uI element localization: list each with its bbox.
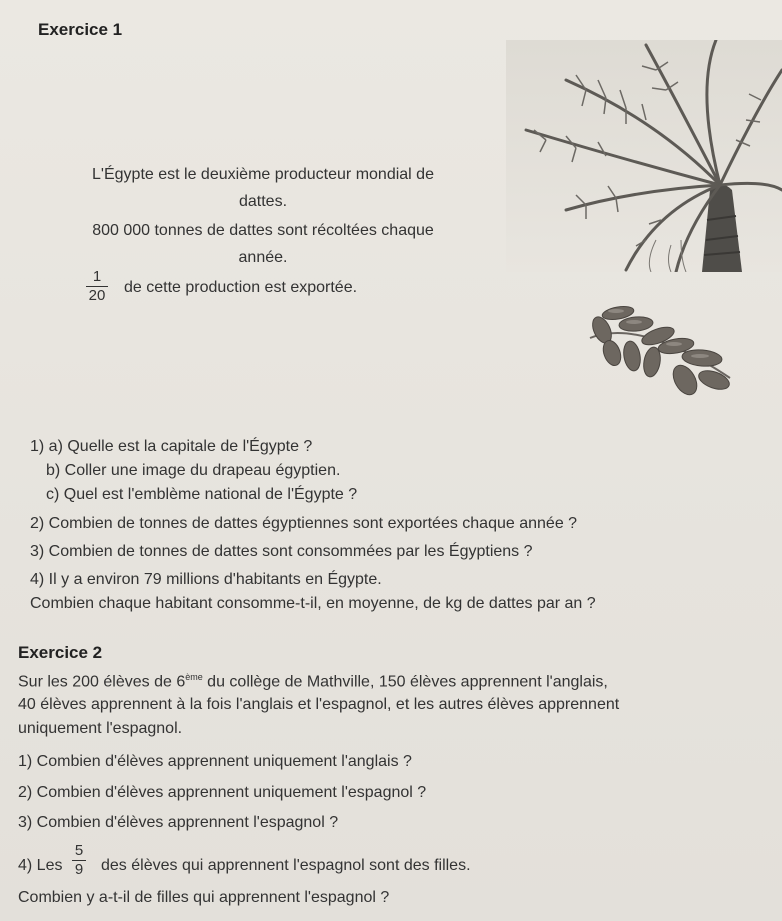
ex2-intro-line-2: 40 élèves apprennent à la fois l'anglais et l'espagnol, et les autres élèves apprennent [18,696,620,713]
ex2-question-1: 1) Combien d'élèves apprennent uniquement l'anglais ? [18,753,412,770]
ex1-question-1a: 1) a) Quelle est la capitale de l'Égypte ? [30,438,313,455]
ex2-intro-part-b: du collège de Mathville, 150 élèves apprennent l'anglais, [202,673,608,691]
ex2-question-4-text: des élèves qui apprennent l'espagnol sont des filles. [101,857,471,874]
ex2-intro-part-a: Sur les 200 élèves de 6 [18,673,186,691]
ex1-question-1c: c) Quel est l'emblème national de l'Égypte ? [46,486,358,503]
intro-line-2: dattes. [238,193,288,210]
ex2-question-2: 2) Combien d'élèves apprennent uniquement l'espagnol ? [18,784,427,801]
fraction-five-ninths [72,842,86,879]
exercise-2-title: Exercice 2 [18,643,103,662]
ex2-intro-line-3: uniquement l'espagnol. [18,720,183,737]
ex2-question-4-followup: Combien y a-t-il de filles qui apprennent l'espagnol ? [18,889,390,906]
fraction-one-twentieth [86,268,108,305]
ex1-question-4: 4) Il y a environ 79 millions d'habitants en Égypte. [30,571,382,588]
intro-line-1: L'Égypte est le deuxième producteur mondial de [92,166,434,183]
ex1-question-2: 2) Combien de tonnes de dattes égyptiennes sont exportées chaque année ? [30,515,578,532]
ex1-question-3: 3) Combien de tonnes de dattes sont consommées par les Égyptiens ? [30,543,533,560]
fraction-denominator: 20 [88,287,106,304]
ex2-question-3: 3) Combien d'élèves apprennent l'espagnol ? [18,814,339,831]
ex2-question-4-prefix: 4) Les [18,857,63,874]
ex2-intro-superscript: ème [185,672,203,682]
intro-line-5: de cette production est exportée. [124,279,358,296]
ex1-question-4-followup: Combien chaque habitant consomme-t-il, en moyenne, de kg de dattes par an ? [30,595,596,612]
palm-tree-image [506,40,782,272]
intro-line-4: année. [238,249,288,266]
fraction-numerator: 5 [74,842,84,859]
ex1-question-1b: b) Coller une image du drapeau égyptien. [46,462,341,479]
exercise-1-title: Exercice 1 [38,20,123,39]
fraction-numerator: 1 [92,268,102,285]
ex2-intro-line-1 [18,672,608,691]
intro-line-3: 800 000 tonnes de dattes sont récoltées chaque [92,222,434,239]
fraction-denominator: 9 [74,861,84,878]
dates-image [580,298,740,403]
